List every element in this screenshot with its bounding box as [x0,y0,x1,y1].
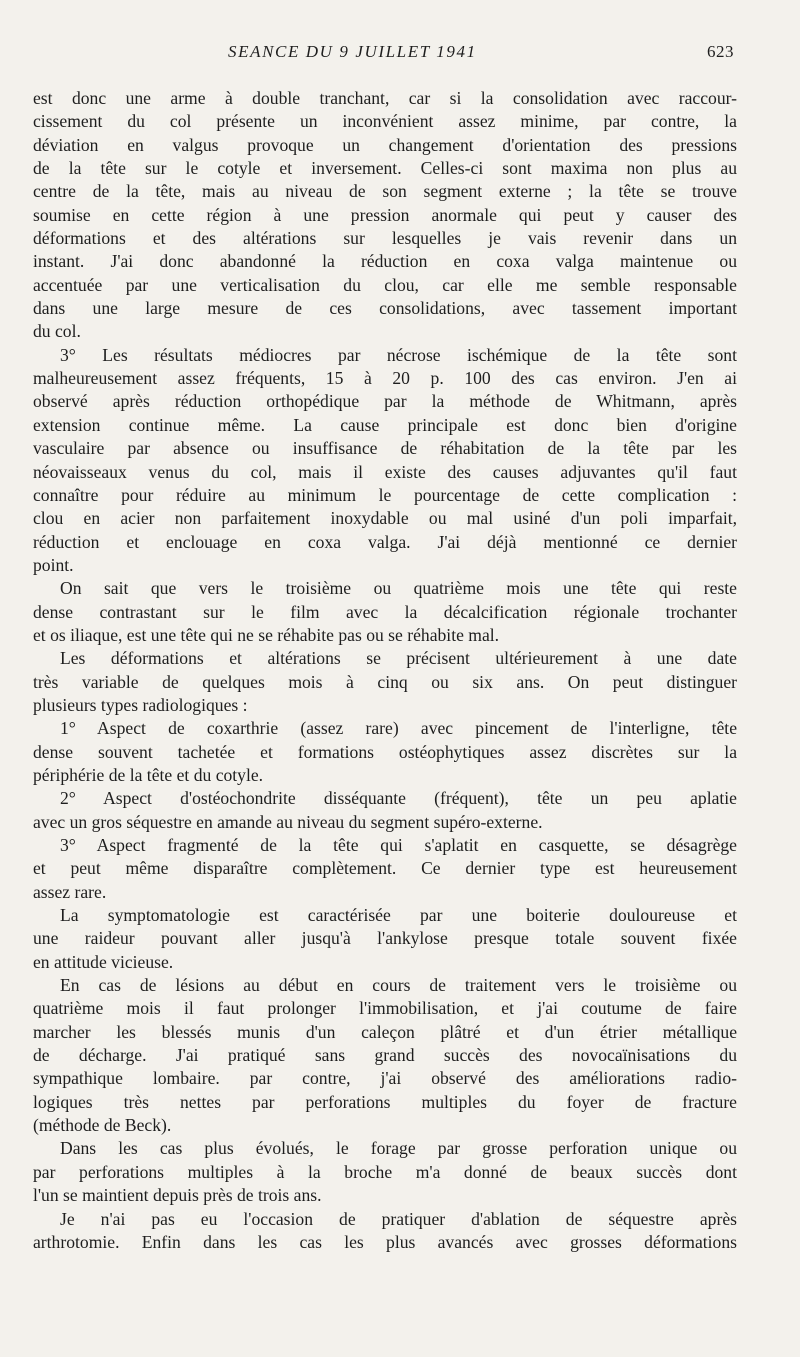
text-line: point. [33,554,74,575]
text-line: centre de la tête, mais au niveau de son segment externe ; la tête se trouve [33,181,737,202]
text-line: en attitude vicieuse. [33,951,174,972]
text-line: (méthode de Beck). [33,1115,172,1136]
body-text [33,87,737,1254]
text-line: de la tête sur le cotyle et inversement. Celles-ci sont maxima non plus au [33,158,737,179]
text-line: En cas de lésions au début en cours de traitement vers le troisième ou [60,975,737,996]
text-line: déviation en valgus provoque un changement d'orientation des pressions [33,134,737,155]
text-line: accentuée par une verticalisation du clou, car elle me semble responsable [33,274,737,295]
text-line: malheureusement assez fréquents, 15 à 20 p. 100 des cas environ. J'en ai [33,368,737,389]
text-line: Je n'ai pas eu l'occasion de pratiquer d'ablation de séquestre après [60,1208,737,1229]
text-line: du col. [33,321,81,342]
page-number: 623 [707,42,734,61]
text-line: avec un gros séquestre en amande au niveau du segment supéro-externe. [33,811,543,832]
text-line: connaître pour réduire au minimum le pourcentage de cette complication : [33,484,737,505]
text-line: cissement du col présente un inconvénient assez minime, par contre, la [33,111,737,132]
text-line: soumise en cette région à une pression anormale qui peut y causer des [33,204,737,225]
text-line: par perforations multiples à la broche m'a donné de beaux succès dont [33,1161,737,1182]
text-line: vasculaire par absence ou insuffisance de réhabitation de la tête par les [33,438,737,459]
text-line: logiques très nettes par perforations multiples du foyer de fracture [33,1091,737,1112]
text-line: très variable de quelques mois à cinq ou six ans. On peut distinguer [33,671,737,692]
text-line: instant. J'ai donc abandonné la réduction en coxa valga maintenue ou [33,251,737,272]
text-line: marcher les blessés munis d'un caleçon plâtré et d'un étrier métallique [33,1021,737,1042]
running-title: SEANCE DU 9 JUILLET 1941 [228,42,477,61]
text-line: réduction et enclouage en coxa valga. J'ai déjà mentionné ce dernier [33,531,737,552]
running-header [0,42,800,66]
text-line: dense souvent tachetée et formations ostéophytiques assez discrètes sur la [33,741,737,762]
text-line: dense contrastant sur le film avec la décalcification régionale trochanter [33,601,737,622]
text-line: 1° Aspect de coxarthrie (assez rare) avec pincement de l'interligne, tête [60,718,737,739]
text-line: et peut même disparaître complètement. Ce dernier type est heureusement [33,858,737,879]
text-line: On sait que vers le troisième ou quatrième mois une tête qui reste [60,578,737,599]
text-line: néovaisseaux venus du col, mais il existe des causes adjuvantes qu'il faut [33,461,737,482]
text-line: La symptomatologie est caractérisée par une boiterie douloureuse et [60,905,737,926]
text-line: et os iliaque, est une tête qui ne se réhabite pas ou se réhabite mal. [33,624,500,645]
text-line: quatrième mois il faut prolonger l'immobilisation, et j'ai coutume de faire [33,998,737,1019]
text-line: est donc une arme à double tranchant, car si la consolidation avec raccour- [33,88,737,108]
text-line: Les déformations et altérations se précisent ultérieurement à une date [60,648,737,669]
text-line: déformations et des altérations sur lesquelles je vais revenir dans un [33,228,737,249]
text-line: extension continue même. La cause principale est donc bien d'origine [33,414,737,435]
text-line: l'un se maintient depuis près de trois ans. [33,1185,322,1206]
text-line: observé après réduction orthopédique par la méthode de Whitmann, après [33,391,737,412]
text-line: arthrotomie. Enfin dans les cas les plus avancés avec grosses déformations [33,1231,737,1252]
text-line: assez rare. [33,881,107,902]
text-line: 3° Les résultats médiocres par nécrose ischémique de la tête sont [60,344,737,365]
text-line: périphérie de la tête et du cotyle. [33,764,264,785]
text-line: clou en acier non parfaitement inoxydable ou mal usiné d'un poli imparfait, [33,508,737,529]
text-line: dans une large mesure de ces consolidations, avec tassement important [33,298,737,319]
text-line: 3° Aspect fragmenté de la tête qui s'aplatit en casquette, se désagrège [60,835,737,855]
text-line: Dans les cas plus évolués, le forage par grosse perforation unique ou [60,1138,737,1159]
text-line: 2° Aspect d'ostéochondrite disséquante (fréquent), tête un peu aplatie [60,788,737,809]
text-line: de décharge. J'ai pratiqué sans grand succès des novocaïnisations du [33,1045,737,1066]
text-line: plusieurs types radiologiques : [33,694,248,715]
text-line: une raideur pouvant aller jusqu'à l'ankylose presque totale souvent fixée [33,928,737,949]
text-line: sympathique lombaire. par contre, j'ai observé des améliorations radio- [33,1068,737,1089]
